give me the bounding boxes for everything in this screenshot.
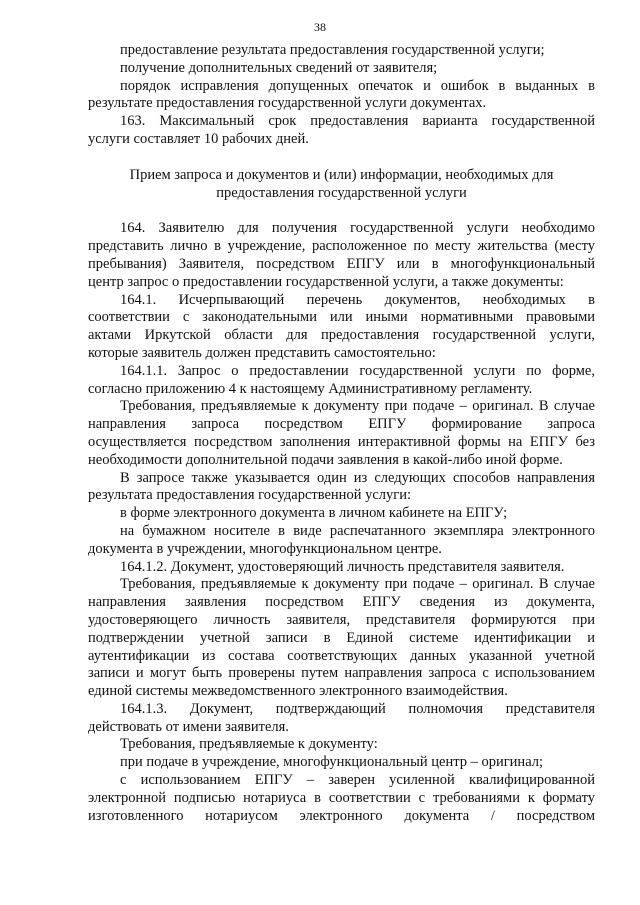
text-line: центр запрос о предоставлении государственной услуги, а также документы: bbox=[88, 273, 564, 290]
page-number: 38 bbox=[314, 20, 326, 34]
text-line: которые заявитель должен представить самостоятельно: bbox=[88, 344, 436, 361]
section-heading-line: Прием запроса и документов и (или) информации, необходимых для bbox=[129, 166, 554, 183]
text-line: с использованием ЕПГУ – заверен усиленной квалифицированной bbox=[120, 772, 595, 789]
document-body bbox=[88, 42, 595, 825]
text-line: пребывания) Заявителя, посредством ЕПГУ или в многофункциональный bbox=[88, 255, 595, 272]
text-line: аутентификации из состава соответствующих данных указанной учетной bbox=[88, 647, 595, 664]
text-line: соответствии с законодательными или иными нормативными правовыми bbox=[88, 309, 595, 326]
section-heading-line: предоставления государственной услуги bbox=[216, 184, 467, 201]
text-line: 163. Максимальный срок предоставления варианта государственной bbox=[120, 113, 595, 130]
text-line: результате предоставления государственной услуги документах. bbox=[88, 95, 487, 112]
text-line: Требования, предъявляемые к документу: bbox=[120, 736, 378, 753]
text-line: записи и могут быть проверены путем направления запроса с использованием bbox=[88, 665, 595, 682]
text-line: В запросе также указывается один из следующих способов направления bbox=[120, 469, 595, 486]
text-line: при подаче в учреждение, многофункциональный центр – оригинал; bbox=[120, 754, 544, 771]
text-line: Требования, предъявляемые к документу при подаче – оригинал. В случае bbox=[120, 398, 595, 415]
text-line: удостоверяющего личность заявителя, представителя формируются при bbox=[88, 611, 595, 628]
text-line: услуги составляет 10 рабочих дней. bbox=[88, 130, 309, 147]
text-line: направления запроса посредством ЕПГУ формирование запроса bbox=[88, 416, 595, 433]
text-line: Требования, предъявляемые к документу при подаче – оригинал. В случае bbox=[120, 576, 595, 593]
text-line: единой системы межведомственного электронного взаимодействия. bbox=[88, 683, 508, 700]
text-line: осуществляется посредством заполнения интерактивной формы на ЕПГУ без bbox=[88, 433, 595, 450]
text-line: на бумажном носителе в виде распечатанного экземпляра электронного bbox=[120, 522, 595, 539]
text-line: направления заявления посредством ЕПГУ сведения из документа, bbox=[88, 594, 595, 611]
text-line: документа в учреждении, многофункциональном центре. bbox=[88, 540, 442, 557]
text-line: изготовленного нотариусом электронного документа / посредством bbox=[88, 807, 595, 824]
text-line: получение дополнительных сведений от заявителя; bbox=[120, 59, 438, 76]
text-line: 164.1.1. Запрос о предоставлении государственной услуги по форме, bbox=[120, 362, 595, 379]
text-line: порядок исправления допущенных опечаток и ошибок в выданных в bbox=[120, 77, 595, 94]
text-line: результата предоставления государственной услуги: bbox=[88, 487, 411, 504]
text-line: 164. Заявителю для получения государственной услуги необходимо bbox=[120, 220, 595, 237]
text-line: 164.1.2. Документ, удостоверяющий личность представителя заявителя. bbox=[120, 558, 565, 575]
text-line: согласно приложению 4 к настоящему Административному регламенту. bbox=[88, 380, 533, 397]
text-line: электронной подписью нотариуса в соответствии с требованиями к формату bbox=[88, 789, 595, 806]
text-line: представить лично в учреждение, расположенное по месту жительства (месту bbox=[88, 238, 595, 255]
text-line: 164.1. Исчерпывающий перечень документов, необходимых в bbox=[120, 291, 595, 308]
text-line: актами Иркутской области для предоставления государственной услуги, bbox=[88, 327, 595, 344]
text-line: предоставление результата предоставления государственной услуги; bbox=[120, 42, 545, 58]
text-line: необходимости дополнительной подачи заявления в какой-либо иной форме. bbox=[88, 451, 563, 468]
text-line: действовать от имени заявителя. bbox=[88, 718, 289, 735]
text-line: 164.1.3. Документ, подтверждающий полномочия представителя bbox=[120, 700, 595, 717]
text-line: в форме электронного документа в личном кабинете на ЕПГУ; bbox=[120, 505, 508, 522]
text-line: подтверждении учетной записи в Единой системе идентификации и bbox=[88, 629, 595, 646]
